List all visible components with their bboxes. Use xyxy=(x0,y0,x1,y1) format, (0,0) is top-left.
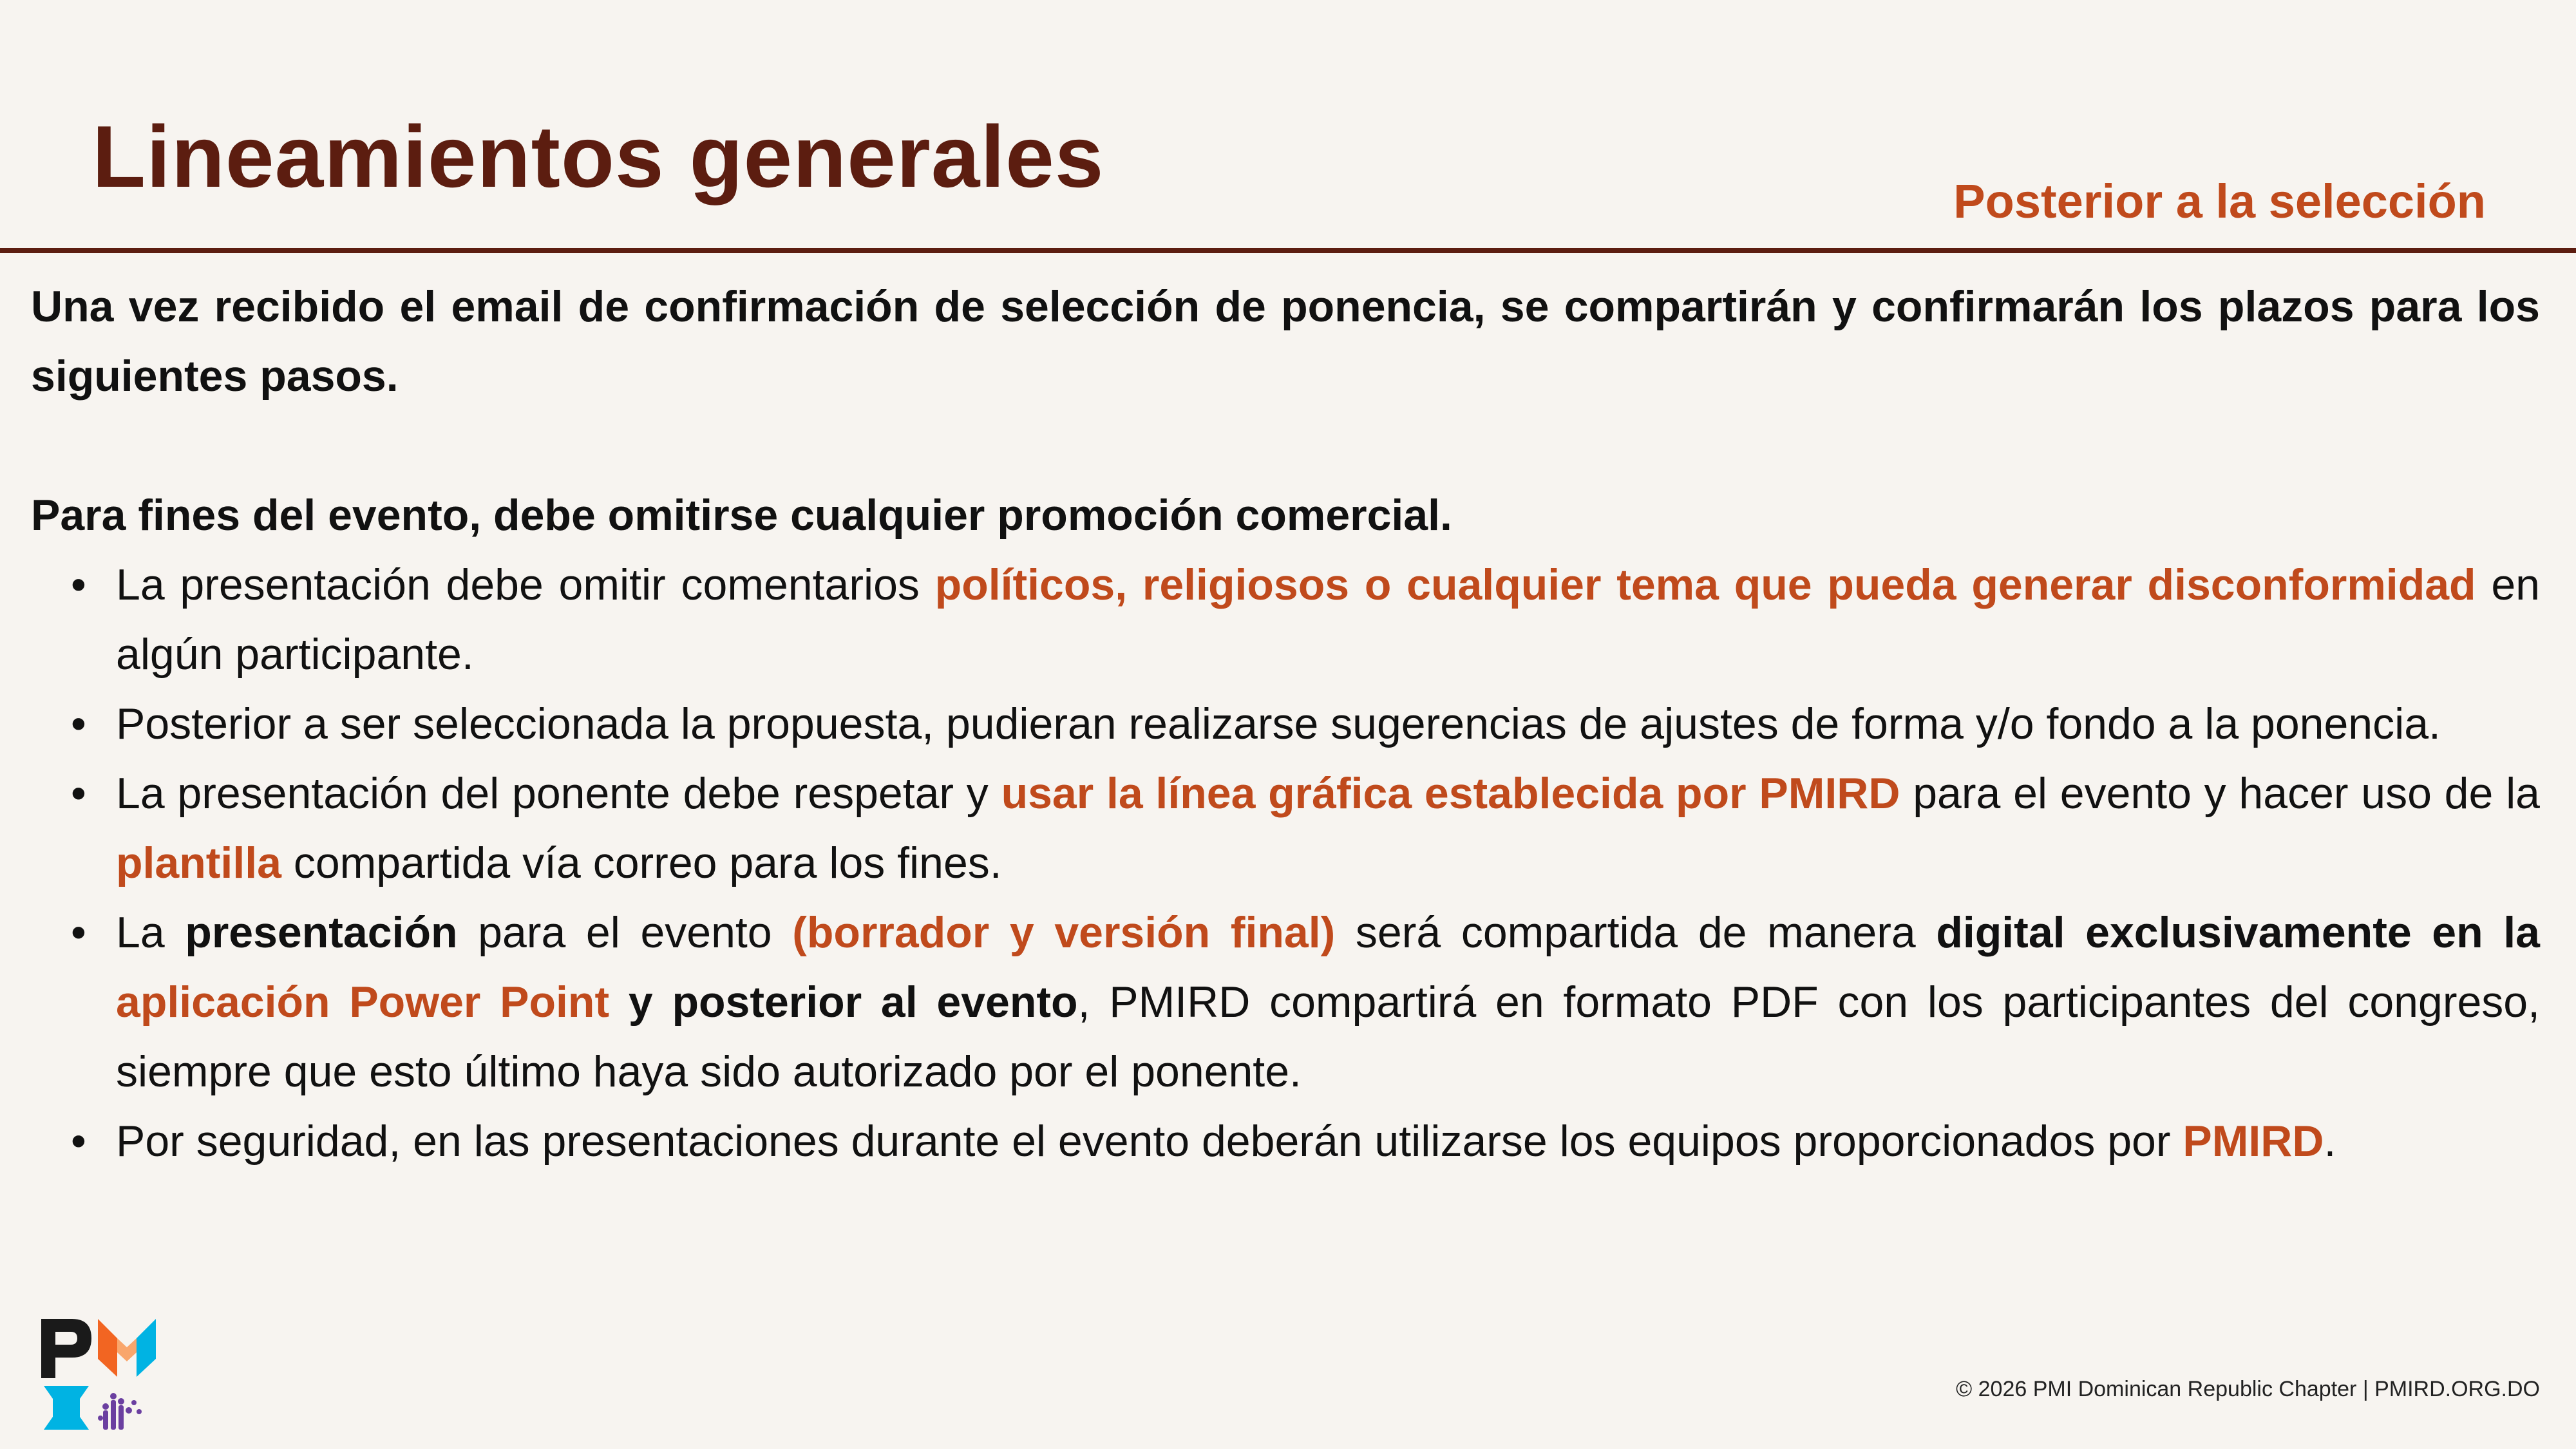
bullet-text: para el evento y hacer uso de la xyxy=(1900,769,2540,818)
bullet-icon: • xyxy=(71,1117,86,1166)
bullet-highlight: políticos, religiosos o cualquier tema que pueda generar disconformidad xyxy=(934,560,2476,609)
bullet-bold: y posterior al evento xyxy=(609,978,1078,1027)
intro-paragraph: Una vez recibido el email de confirmación de selección de ponencia, se compartirán y confirmarán los plazos para los siguientes pasos. xyxy=(31,282,2540,401)
bullet-highlight: plantilla xyxy=(116,838,281,887)
section-heading: Para fines del evento, debe omitirse cualquier promoción comercial. xyxy=(31,491,1452,540)
page-title: Lineamientos generales xyxy=(92,108,1104,205)
bullet-icon: • xyxy=(71,560,86,609)
list-item xyxy=(31,1106,2540,1176)
content-body xyxy=(31,272,2540,1176)
bullet-icon: • xyxy=(71,699,86,748)
bullet-text: será compartida de manera xyxy=(1335,908,1937,957)
bullet-list xyxy=(31,550,2540,1176)
bullet-bold: digital exclusivamente en la xyxy=(1936,908,2541,957)
list-item xyxy=(31,898,2540,1106)
bullet-text: La presentación debe omitir comentarios xyxy=(116,560,935,609)
footer-copyright: © 2026 PMI Dominican Republic Chapter | PMIRD.ORG.DO xyxy=(1956,1377,2540,1401)
bullet-text: Posterior a ser seleccionada la propuesta, pudieran realizarse sugerencias de ajustes de forma y/o fondo a la ponencia. xyxy=(116,699,2441,748)
bullet-icon: • xyxy=(71,769,86,818)
bullet-text: La xyxy=(116,908,185,957)
bullet-bold: presentación xyxy=(185,908,458,957)
list-item xyxy=(31,759,2540,898)
bullet-icon: • xyxy=(71,908,86,957)
bullet-highlight: aplicación Power Point xyxy=(116,978,610,1027)
bullet-text: para el evento xyxy=(457,908,793,957)
list-item xyxy=(31,550,2540,689)
bullet-highlight: (borrador y versión final) xyxy=(792,908,1336,957)
bullet-text: La presentación del ponente debe respetar y xyxy=(116,769,1001,818)
page-subtitle: Posterior a la selección xyxy=(1953,175,2486,228)
spacer xyxy=(31,411,2540,480)
bullet-highlight: usar la línea gráfica establecida por PMIRD xyxy=(1001,769,1900,818)
pmi-logo-icon xyxy=(39,1314,161,1436)
bullet-text: compartida vía correo para los fines. xyxy=(281,838,1002,887)
list-item xyxy=(31,689,2540,759)
bullet-text: Por seguridad, en las presentaciones durante el evento deberán utilizarse los equipos proporcionados por xyxy=(116,1117,2183,1166)
bullet-text: en algún participante. xyxy=(116,560,2540,679)
bullet-text: . xyxy=(2324,1117,2336,1166)
bullet-text: , PMIRD compartirá en formato PDF con los participantes del congreso, siempre que esto último haya sido autorizado por el ponente. xyxy=(116,978,2540,1096)
title-divider xyxy=(0,248,2576,253)
bullet-highlight: PMIRD xyxy=(2183,1117,2324,1166)
